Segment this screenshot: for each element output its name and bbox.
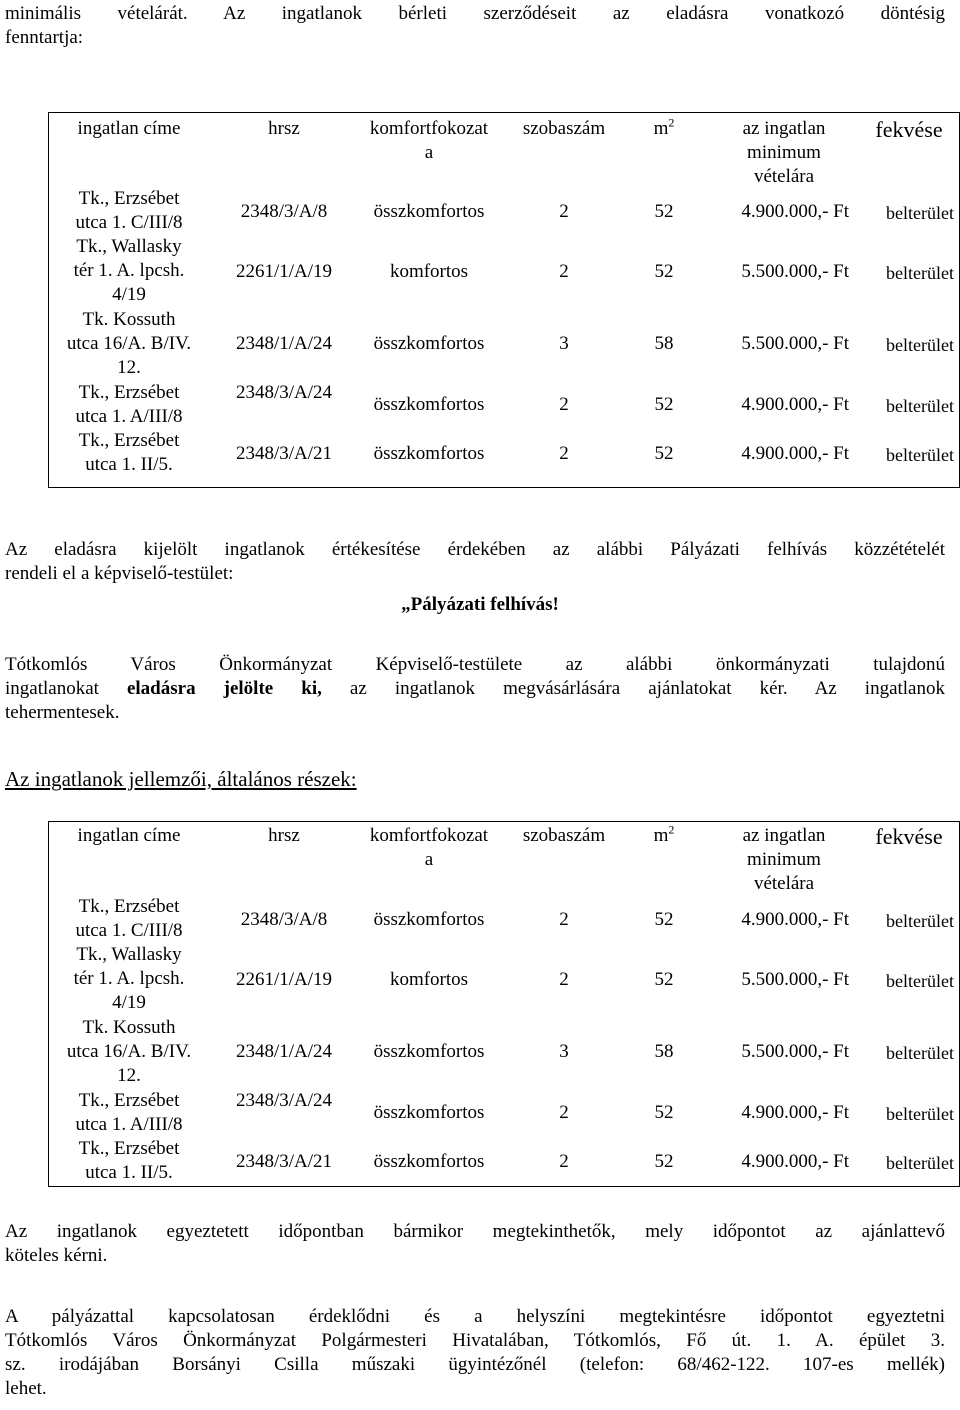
- contact-paragraph: [5, 1305, 945, 1401]
- viewing-line-2: köteles kérni.: [5, 1245, 108, 1266]
- row-1-komfort: összkomfortos: [373, 201, 485, 222]
- row-2-price: 5.500.000,- Ft: [741, 969, 849, 990]
- section-heading: Az ingatlanok jellemzői, általános részek:: [5, 767, 357, 791]
- contact-line-1: A pályázattal kapcsolatosan érdeklődni és a helyszíni megtekintésre időpontot egyeztetni: [5, 1306, 945, 1327]
- row-2-szoba: 2: [559, 261, 569, 282]
- row-4-m2: 52: [654, 1102, 674, 1123]
- intro-line-1: minimális vételárát. Az ingatlanok bérleti szerződéseit az eladásra vonatkozó döntésig: [5, 3, 945, 24]
- announce-paragraph: [5, 538, 945, 586]
- row-2-komfort: komfortos: [389, 969, 469, 990]
- row-1-price: 4.900.000,- Ft: [741, 909, 849, 930]
- address-3: Tk. Kossuth utca 16/A. B/IV. 12.: [66, 1017, 192, 1086]
- row-3-m2: 58: [654, 333, 674, 354]
- row-5-fekves: belterület: [886, 1153, 954, 1173]
- intro-paragraph: [5, 653, 945, 725]
- row-1-price: 4.900.000,- Ft: [741, 201, 849, 222]
- header-szobaszam: szobaszám: [522, 118, 606, 139]
- row-1-m2: 52: [654, 909, 674, 930]
- row-3-komfort: összkomfortos: [373, 1041, 485, 1062]
- row-1-fekves: belterület: [886, 911, 954, 931]
- contact-line-4: lehet.: [5, 1378, 47, 1399]
- header-m2: $m^2$: [653, 822, 675, 846]
- address-2: Tk., Wallasky tér 1. A. lpcsh. 4/19: [73, 236, 185, 305]
- header-price: az ingatlan minimum vételára: [742, 118, 826, 187]
- row-3-szoba: 3: [559, 1041, 569, 1062]
- row-3-m2: 58: [654, 1041, 674, 1062]
- call-title: „Pályázati felhívás!: [401, 594, 559, 615]
- announce-line-2: rendeli el a képviselő-testület:: [5, 563, 234, 584]
- row-3-hrsz: 2348/1/A/24: [235, 333, 333, 354]
- row-3-fekves: belterület: [886, 1043, 954, 1063]
- row-5-price: 4.900.000,- Ft: [741, 1151, 849, 1172]
- contact-line-3: sz. irodájában Borsányi Csilla műszaki ügyintézőnél (telefon: 68/462-122. 107-es mellék): [5, 1354, 945, 1375]
- row-4-price: 4.900.000,- Ft: [741, 394, 849, 415]
- row-1-m2: 52: [654, 201, 674, 222]
- row-4-fekves: belterület: [886, 1104, 954, 1124]
- header-szobaszam: szobaszám: [522, 825, 606, 846]
- viewing-line-1: Az ingatlanok egyeztetett időpontban bármikor megtekinthetők, mely időpontot az ajánlattevő: [5, 1221, 945, 1242]
- header-fekves: fekvése: [875, 117, 943, 142]
- row-4-hrsz: 2348/3/A/24: [235, 382, 333, 403]
- row-3-komfort: összkomfortos: [373, 333, 485, 354]
- contact-line-2: Tótkomlós Város Önkormányzat Polgármesteri Hivatalában, Tótkomlós, Fő út. 1. A. épület 3.: [5, 1330, 945, 1351]
- address-2: Tk., Wallasky tér 1. A. lpcsh. 4/19: [73, 944, 185, 1013]
- address-1: Tk., Erzsébet utca 1. C/III/8: [75, 188, 183, 233]
- row-5-m2: 52: [654, 1151, 674, 1172]
- header-fekves: fekvése: [875, 824, 943, 849]
- row-5-szoba: 2: [559, 443, 569, 464]
- row-4-komfort: összkomfortos: [373, 1102, 485, 1123]
- row-5-hrsz: 2348/3/A/21: [235, 1151, 333, 1172]
- intro-para-line-3: tehermentesek.: [5, 702, 120, 723]
- row-2-komfort: komfortos: [389, 261, 469, 282]
- property-table-1: [48, 112, 960, 488]
- row-2-szoba: 2: [559, 969, 569, 990]
- header-price: az ingatlan minimum vételára: [742, 825, 826, 894]
- intro-para-line-1: Tótkomlós Város Önkormányzat Képviselő-testülete az alábbi önkormányzati tulajdonú: [5, 654, 945, 675]
- property-table-2: [48, 821, 960, 1187]
- row-1-komfort: összkomfortos: [373, 909, 485, 930]
- announce-line-1: Az eladásra kijelölt ingatlanok értékesítése érdekében az alábbi Pályázati felhívás közzétételét: [5, 539, 945, 560]
- row-4-szoba: 2: [559, 1102, 569, 1123]
- row-3-price: 5.500.000,- Ft: [741, 1041, 849, 1062]
- address-4: Tk., Erzsébet utca 1. A/III/8: [75, 1090, 183, 1135]
- row-2-fekves: belterület: [886, 263, 954, 283]
- row-4-szoba: 2: [559, 394, 569, 415]
- row-4-fekves: belterület: [886, 396, 954, 416]
- row-3-hrsz: 2348/1/A/24: [235, 1041, 333, 1062]
- row-1-hrsz: 2348/3/A/8: [240, 201, 328, 222]
- header-address: ingatlan címe: [77, 118, 181, 139]
- intro-para-line-2: ingatlanokat eladásra jelölte ki, az ingatlanok megvásárlására ajánlatokat kér. Az ingatlanok: [5, 678, 945, 699]
- header-m2: $m^2$: [653, 115, 675, 139]
- row-4-komfort: összkomfortos: [373, 394, 485, 415]
- header-komfort: komfortfokozat a: [369, 825, 489, 870]
- address-5: Tk., Erzsébet utca 1. II/5.: [78, 1138, 180, 1183]
- row-5-komfort: összkomfortos: [373, 443, 485, 464]
- row-1-szoba: 2: [559, 201, 569, 222]
- header-hrsz: hrsz: [268, 825, 300, 846]
- row-4-price: 4.900.000,- Ft: [741, 1102, 849, 1123]
- row-5-szoba: 2: [559, 1151, 569, 1172]
- row-2-m2: 52: [654, 969, 674, 990]
- row-5-fekves: belterület: [886, 445, 954, 465]
- row-5-m2: 52: [654, 443, 674, 464]
- row-5-price: 4.900.000,- Ft: [741, 443, 849, 464]
- address-4: Tk., Erzsébet utca 1. A/III/8: [75, 382, 183, 427]
- address-1: Tk., Erzsébet utca 1. C/III/8: [75, 896, 183, 941]
- row-4-m2: 52: [654, 394, 674, 415]
- row-1-fekves: belterület: [886, 203, 954, 223]
- row-2-price: 5.500.000,- Ft: [741, 261, 849, 282]
- row-5-hrsz: 2348/3/A/21: [235, 443, 333, 464]
- viewing-paragraph: [5, 1220, 945, 1268]
- row-2-m2: 52: [654, 261, 674, 282]
- row-5-komfort: összkomfortos: [373, 1151, 485, 1172]
- row-1-szoba: 2: [559, 909, 569, 930]
- row-1-hrsz: 2348/3/A/8: [240, 909, 328, 930]
- intro-text: [5, 2, 945, 50]
- row-3-price: 5.500.000,- Ft: [741, 333, 849, 354]
- address-5: Tk., Erzsébet utca 1. II/5.: [78, 430, 180, 475]
- row-4-hrsz: 2348/3/A/24: [235, 1090, 333, 1111]
- header-address: ingatlan címe: [77, 825, 181, 846]
- header-hrsz: hrsz: [268, 118, 300, 139]
- row-2-hrsz: 2261/1/A/19: [235, 969, 333, 990]
- row-2-hrsz: 2261/1/A/19: [235, 261, 333, 282]
- address-3: Tk. Kossuth utca 16/A. B/IV. 12.: [66, 309, 192, 378]
- row-3-fekves: belterület: [886, 335, 954, 355]
- row-2-fekves: belterület: [886, 971, 954, 991]
- row-3-szoba: 3: [559, 333, 569, 354]
- header-komfort: komfortfokozat a: [369, 118, 489, 163]
- intro-line-2: fenntartja:: [5, 27, 84, 48]
